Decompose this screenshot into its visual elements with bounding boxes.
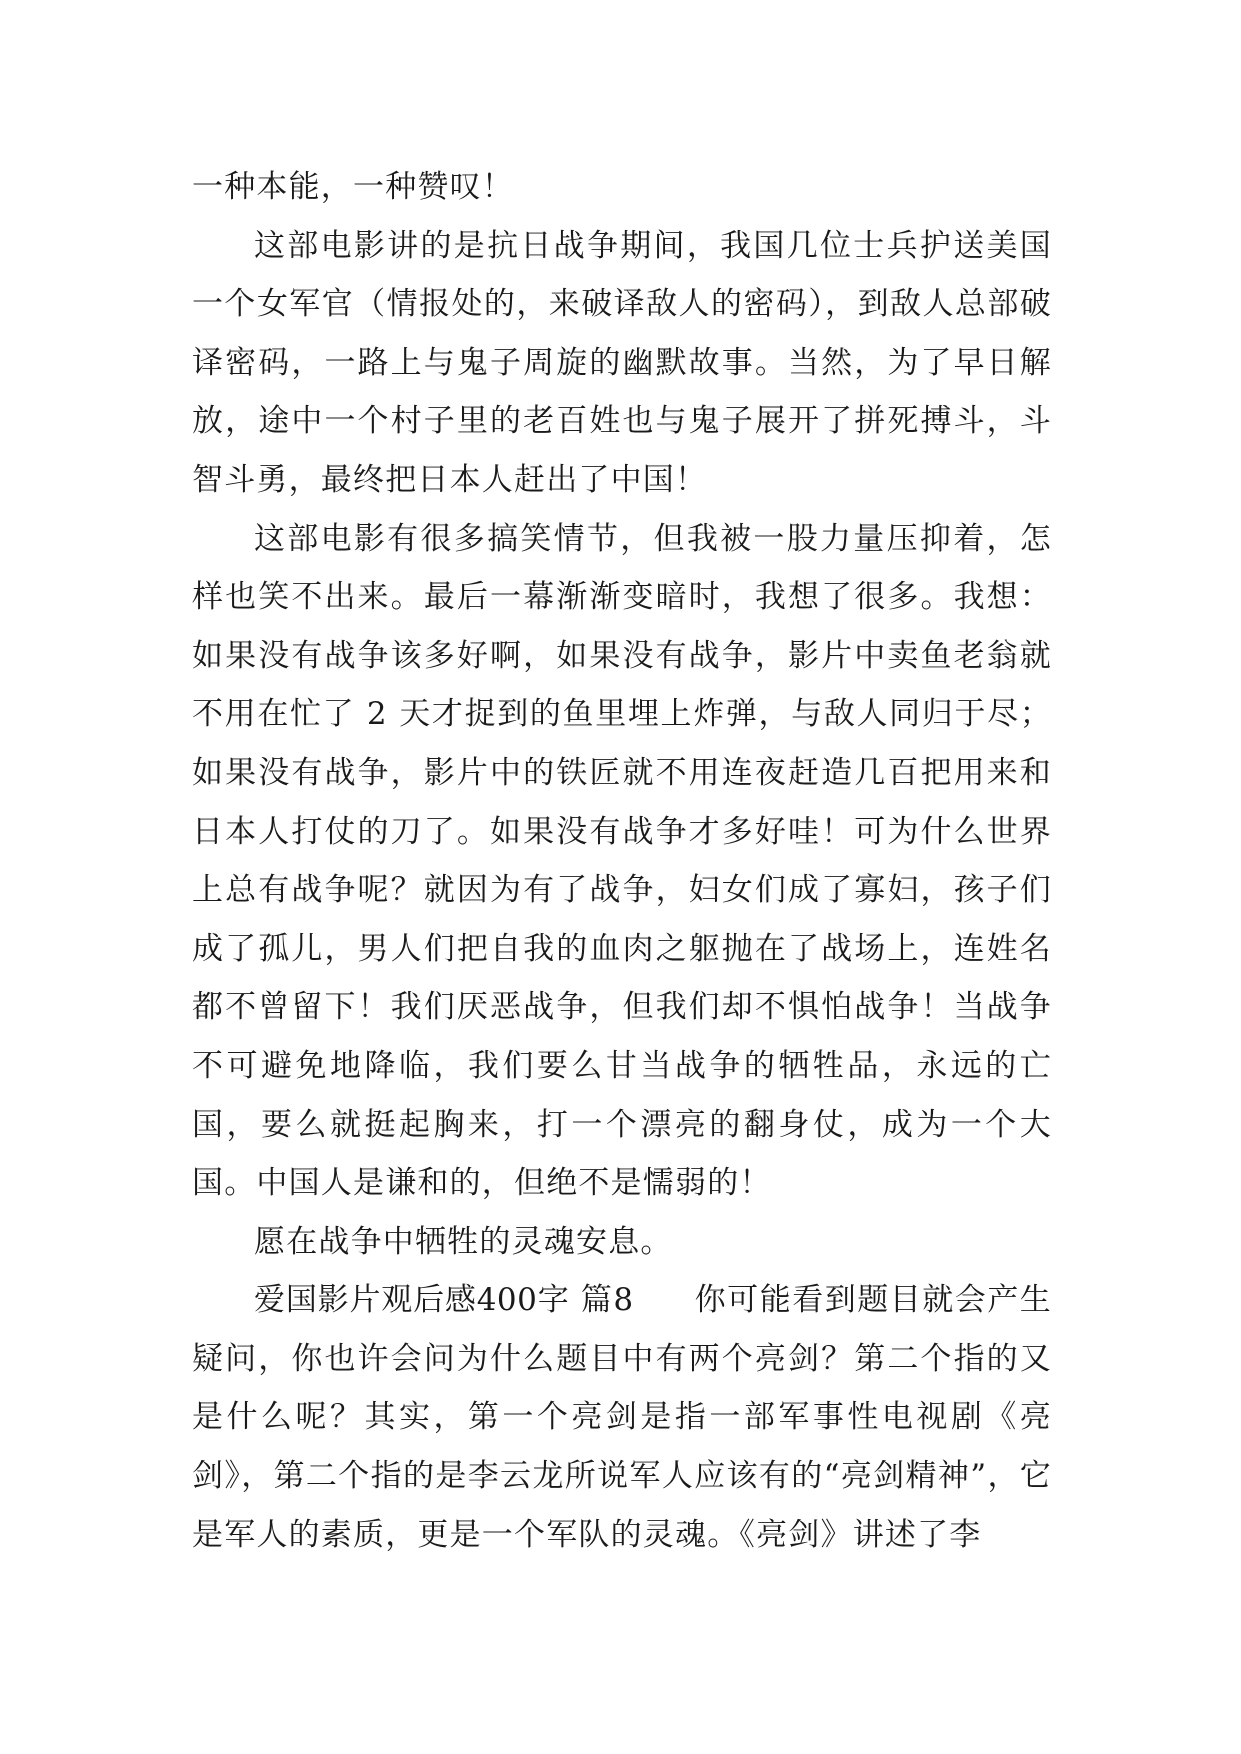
paragraph-2: 这部电影讲的是抗日战争期间，我国几位士兵护送美国一个女军官（情报处的，来破译敌人的密码），到敌人总部破译密码，一路上与鬼子周旋的幽默故事。当然，为了早日解放，途中一个村子里的老百姓也与鬼子展开了拼死搏斗，斗智斗勇，最终把日本人赶出了中国！ <box>192 227 1052 498</box>
document-body <box>192 158 1052 1564</box>
section-number: 篇8 <box>580 1282 635 1319</box>
section-paragraph <box>192 1271 1052 1564</box>
section-heading: 爱国影片观后感400字 <box>254 1282 570 1319</box>
paragraph-4: 愿在战争中牺牲的灵魂安息。 <box>254 1223 673 1260</box>
paragraph-3: 这部电影有很多搞笑情节，但我被一股力量压抑着，怎样也笑不出来。最后一幕渐渐变暗时，我想了很多。我想：如果没有战争该多好啊，如果没有战争，影片中卖鱼老翁就不用在忙了 2 天才捉到的鱼里埋上炸弹，与敌人同归于尽；如果没有战争，影片中的铁匠就不用连夜赶造几百把用来和日本人打仗的刀了。如果没有战争才多好哇！可为什么世界上总有战争呢？就因为有了战争，妇女们成了寡妇，孩子们成了孤儿，男人们把自我的血肉之躯抛在了战场上，连姓名都不曾留下！我们厌恶战争，但我们却不惧怕战争！当战争不可避免地降临，我们要么甘当战争的牺牲品，永远的亡国，要么就挺起胸来，打一个漂亮的翻身仗，成为一个大国。中国人是谦和的，但绝不是懦弱的！ <box>192 520 1052 1202</box>
section-body: 你可能看到题目就会产生疑问，你也许会问为什么题目中有两个亮剑？第二个指的又是什么呢？其实，第一个亮剑是指一部军事性电视剧《亮剑》，第二个指的是李云龙所说军人应该有的“亮剑精神”，它是军人的素质，更是一个军队的灵魂。《亮剑》讲述了李 <box>192 1282 1053 1553</box>
paragraph-1: 一种本能，一种赞叹！ <box>192 169 514 205</box>
